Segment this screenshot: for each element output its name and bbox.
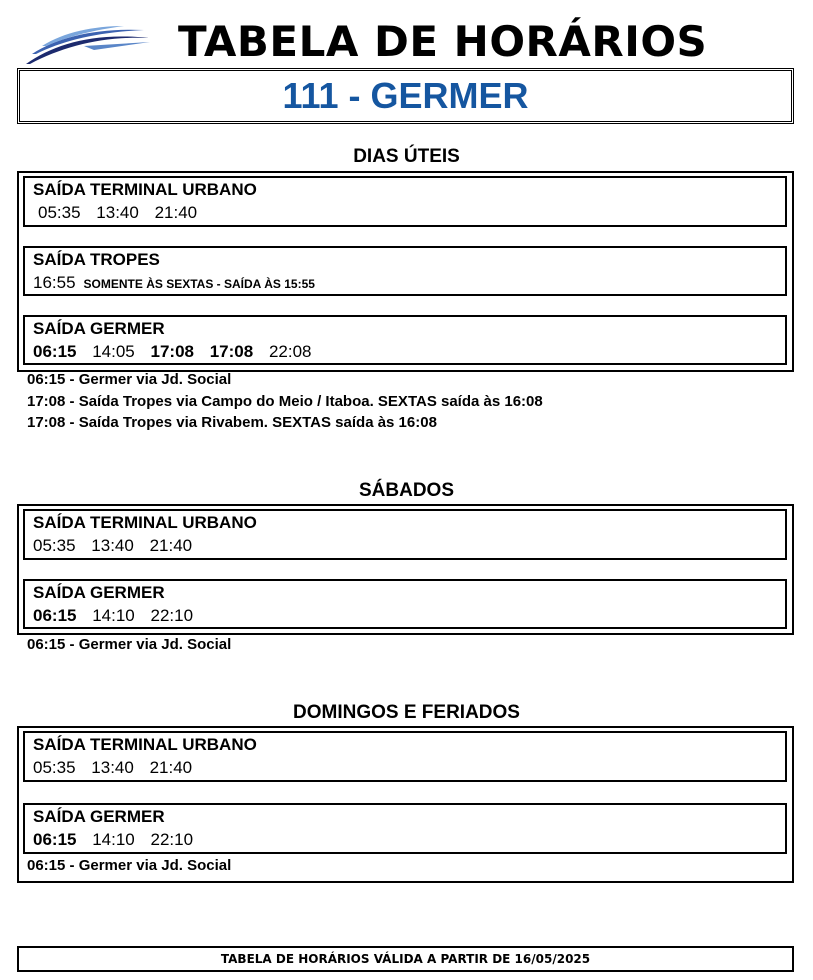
saturdays-germer-block [23,579,787,629]
departure-time: 06:15 [33,830,77,849]
note-line: 17:08 - Saída Tropes via Campo do Meio / Itaboa. SEXTAS saída às 16:08 [27,393,543,410]
departure-time: 17:08 [150,342,194,361]
weekdays-tropes-block [23,246,787,296]
waves-logo-icon [24,24,152,66]
departure-time: 05:35 [33,536,76,555]
departure-time: 21:40 [154,203,198,222]
note-line: 17:08 - Saída Tropes via Rivabem. SEXTAS saída às 16:08 [27,414,437,431]
block-title: SAÍDA GERMER [33,807,165,826]
section-title-sundays: DOMINGOS E FERIADOS [293,702,520,723]
departure-time: 22:08 [268,342,312,361]
time-list [33,606,204,626]
block-title: SAÍDA TERMINAL URBANO [33,180,257,199]
departure-time: 05:35 [38,203,81,222]
sundays-germer-block [23,803,787,854]
departure-time: 14:10 [92,830,135,849]
section-title-saturdays: SÁBADOS [358,480,454,501]
departure-time: 05:35 [33,758,76,777]
route-title: 111 - GERMER [282,75,529,116]
time-list [38,203,208,223]
note-line: 06:15 - Germer via Jd. Social [27,636,232,653]
departure-time: 06:15 [33,606,77,625]
weekdays-terminal-block [23,176,787,227]
sundays-terminal-block [23,731,787,782]
departure-time: 22:10 [150,606,194,625]
saturdays-schedule [17,504,794,635]
departure-time: 22:10 [150,830,194,849]
section-title-weekdays: DIAS ÚTEIS [353,146,460,167]
validity-text: TABELA DE HORÁRIOS VÁLIDA A PARTIR DE 16/05/2025 [220,952,591,966]
departure-time: 21:40 [149,536,193,555]
departure-time: 17:08 [209,342,254,361]
time-list [33,273,326,293]
time-list [33,342,322,362]
departure-time: 13:40 [96,203,139,222]
departure-time: 14:10 [92,606,135,625]
block-title: SAÍDA TERMINAL URBANO [33,735,257,754]
sundays-schedule [17,726,794,883]
weekdays-germer-block [23,315,787,365]
route-banner [17,68,794,124]
departure-time: 21:40 [149,758,193,777]
time-list [33,830,204,850]
friday-note: SOMENTE ÀS SEXTAS - SAÍDA ÀS 15:55 [83,277,315,291]
departure-time: 14:05 [92,342,135,361]
time-list [33,758,203,778]
page-title: TABELA DE HORÁRIOS [178,17,708,66]
departure-time: 06:15 [33,342,77,361]
note-line: 06:15 - Germer via Jd. Social [27,371,232,388]
departure-time: 13:40 [91,758,134,777]
time-list [33,536,203,556]
block-title: SAÍDA TERMINAL URBANO [33,513,257,532]
departure-time: 13:40 [91,536,134,555]
departure-time: 16:55 [33,273,76,292]
weekdays-schedule [17,171,794,372]
saturdays-terminal-block [23,509,787,560]
note-line: 06:15 - Germer via Jd. Social [27,857,232,874]
block-title: SAÍDA GERMER [33,583,165,602]
block-title: SAÍDA GERMER [33,319,165,338]
validity-footer [17,946,794,972]
block-title: SAÍDA TROPES [33,250,160,269]
